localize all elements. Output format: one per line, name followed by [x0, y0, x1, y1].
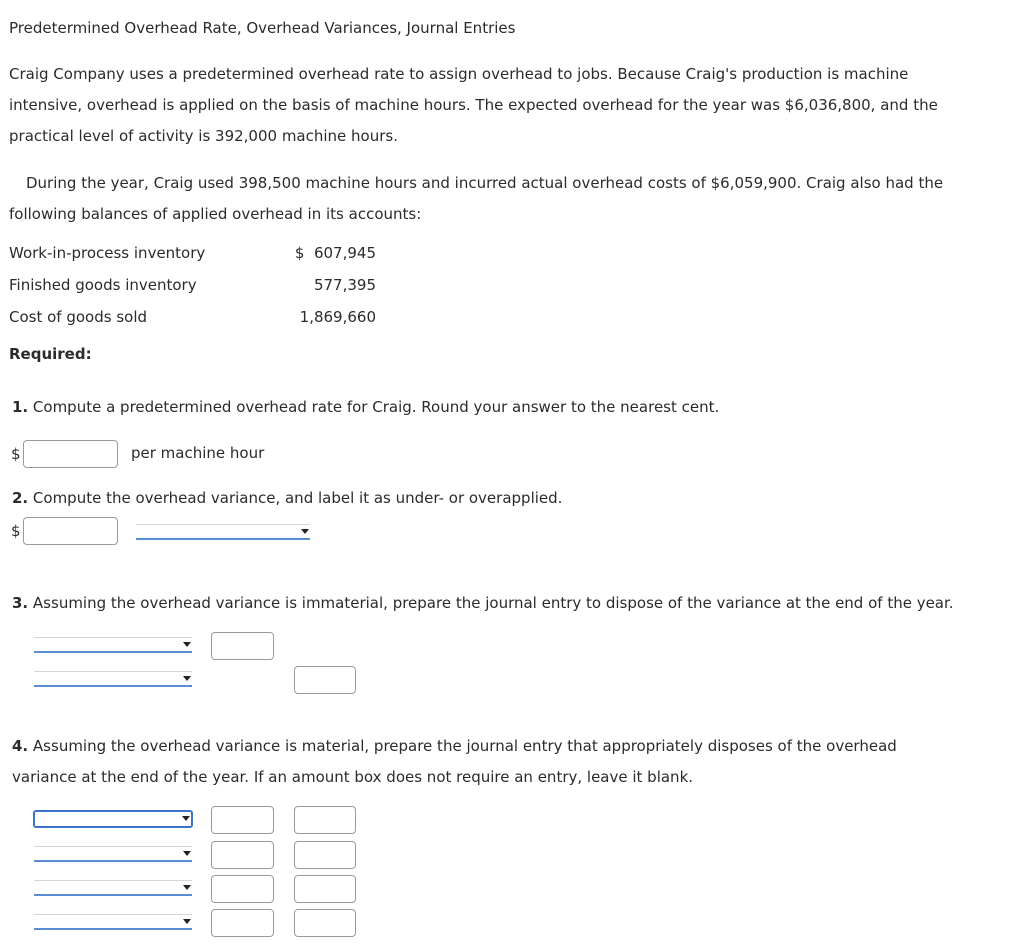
balance-value: 1,869,660 [299, 308, 376, 326]
question-3 [12, 594, 954, 612]
journal-account-select[interactable] [34, 880, 192, 896]
balance-value: $ 607,945 [294, 244, 376, 262]
question-number: 1. [12, 398, 29, 416]
question-text: Assuming the overhead variance is material, prepare the journal entry that appropriately disposes of the overhead [32, 737, 897, 755]
balance-label: Cost of goods sold [9, 308, 148, 326]
currency-symbol: $ [11, 445, 21, 463]
journal-credit-input[interactable] [294, 875, 356, 903]
chevron-down-icon [301, 529, 309, 534]
question-text: Assuming the overhead variance is immaterial, prepare the journal entry to dispose of the variance at the end of the year. [32, 594, 954, 612]
journal-credit-input[interactable] [294, 806, 356, 834]
journal-account-select[interactable] [34, 671, 192, 687]
question-number: 3. [12, 594, 29, 612]
during-line: following balances of applied overhead in its accounts: [9, 205, 422, 223]
variance-type-select[interactable] [136, 524, 310, 540]
question-number: 4. [12, 737, 29, 755]
during-line: During the year, Craig used 398,500 machine hours and incurred actual overhead costs of $6,059,900. Craig also had the [26, 174, 944, 192]
chevron-down-icon [183, 919, 191, 924]
journal-debit-input[interactable] [211, 909, 274, 937]
chevron-down-icon [183, 851, 191, 856]
question-1 [12, 398, 719, 416]
chevron-down-icon [183, 676, 191, 681]
rate-unit-label: per machine hour [131, 444, 265, 462]
question-text: Compute a predetermined overhead rate for Craig. Round your answer to the nearest cent. [32, 398, 720, 416]
journal-account-select[interactable] [34, 914, 192, 930]
required-heading: Required: [9, 345, 92, 363]
journal-credit-input[interactable] [294, 666, 356, 694]
journal-account-select[interactable] [34, 846, 192, 862]
balance-label: Finished goods inventory [9, 276, 197, 294]
journal-account-select[interactable] [34, 637, 192, 653]
journal-debit-input[interactable] [211, 875, 274, 903]
question-text: variance at the end of the year. If an amount box does not require an entry, leave it blank. [12, 768, 694, 786]
journal-debit-input[interactable] [211, 632, 274, 660]
balance-label: Work-in-process inventory [9, 244, 206, 262]
intro-line: practical level of activity is 392,000 machine hours. [9, 127, 398, 145]
chevron-down-icon [183, 642, 191, 647]
intro-line: Craig Company uses a predetermined overhead rate to assign overhead to jobs. Because Craig's production is machine [9, 65, 909, 83]
question-4 [12, 737, 897, 755]
overhead-variance-input[interactable] [23, 517, 118, 545]
currency-symbol: $ [11, 522, 21, 540]
journal-credit-input[interactable] [294, 841, 356, 869]
question-text: Compute the overhead variance, and label it as under- or overapplied. [32, 489, 563, 507]
balance-value: 577,395 [313, 276, 376, 294]
question-2 [12, 489, 562, 507]
question-number: 2. [12, 489, 29, 507]
chevron-down-icon [182, 816, 190, 821]
journal-debit-input[interactable] [211, 806, 274, 834]
intro-line: intensive, overhead is applied on the basis of machine hours. The expected overhead for the year was $6,036,800, and the [9, 96, 938, 114]
page-title: Predetermined Overhead Rate, Overhead Variances, Journal Entries [9, 19, 516, 37]
journal-account-select[interactable] [33, 810, 193, 828]
chevron-down-icon [183, 885, 191, 890]
journal-debit-input[interactable] [211, 841, 274, 869]
journal-credit-input[interactable] [294, 909, 356, 937]
overhead-rate-input[interactable] [23, 440, 118, 468]
